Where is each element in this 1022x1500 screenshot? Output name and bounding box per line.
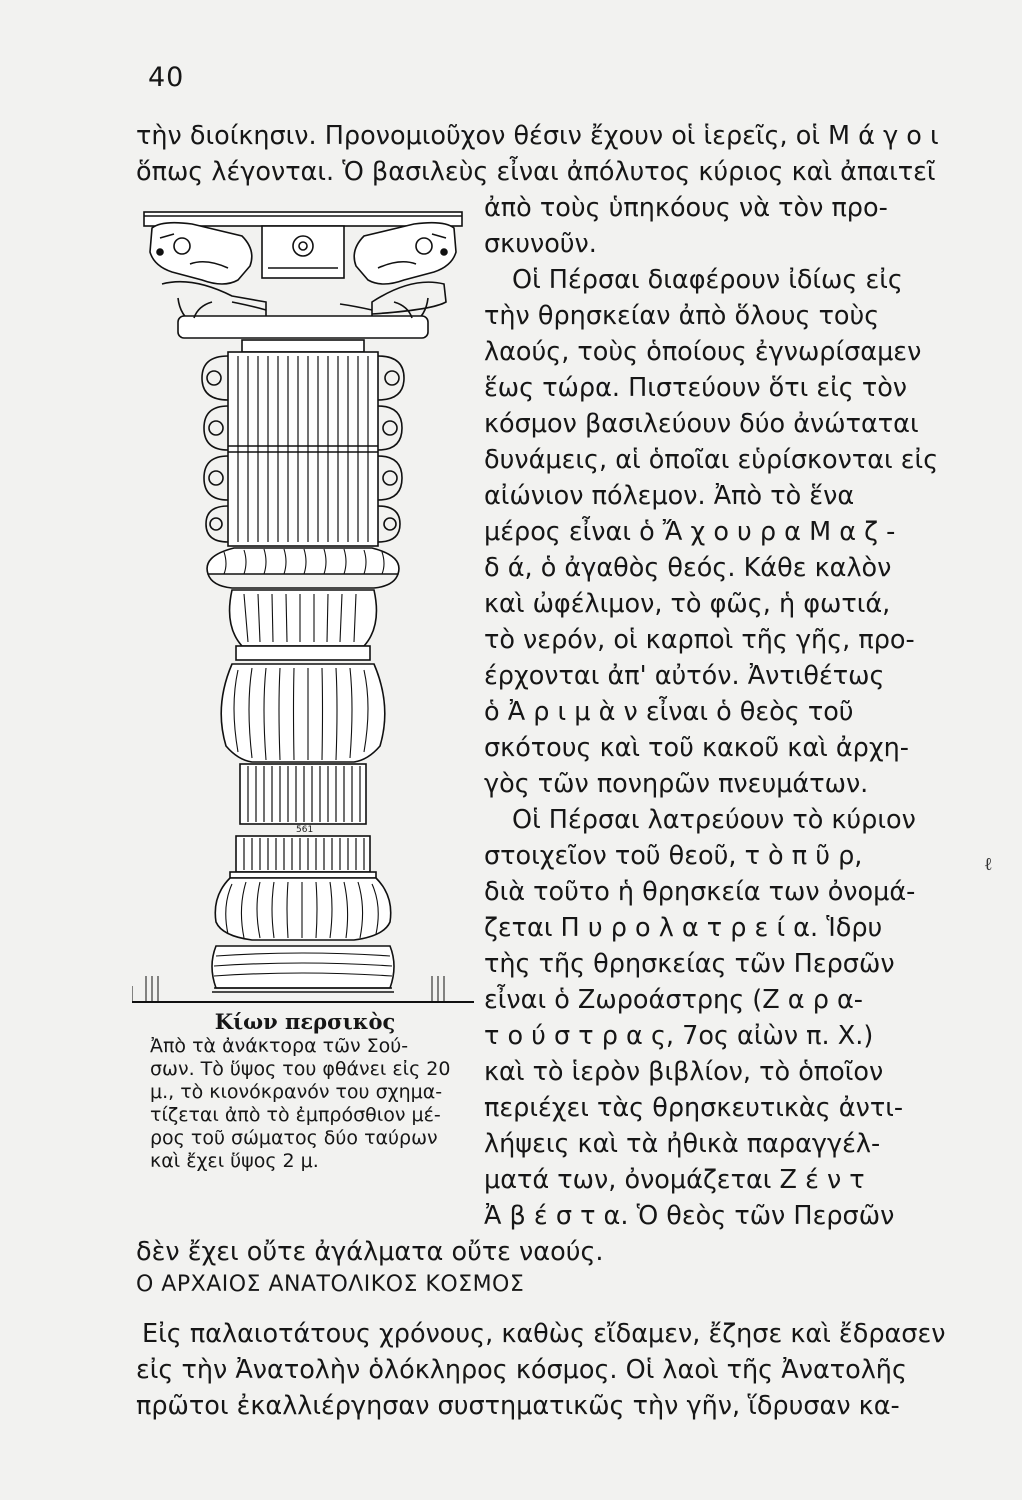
text-line: διὰ τοῦτο ἡ θρησκεία των ὀνομά- xyxy=(484,877,916,907)
caption-title: Κίων περσικὸς xyxy=(214,1009,396,1034)
text-line: λαούς, τοὺς ὁποίους ἐγνωρίσαμεν xyxy=(484,337,922,367)
text-line: Οἱ Πέρσαι λατρεύουν τὸ κύριον xyxy=(512,805,916,835)
text-line: Ἀ β έ σ τ α. Ὁ θεὸς τῶν Περσῶν xyxy=(484,1201,895,1231)
caption-line: Ἀπὸ τὰ ἀνάκτορα τῶν Σού- xyxy=(150,1035,409,1057)
text-line: ἕως τώρα. Πιστεύουν ὅτι εἰς τὸν xyxy=(484,373,908,403)
text-line: αἰώνιον πόλεμον. Ἀπὸ τὸ ἕνα xyxy=(484,481,855,511)
text-line: καὶ τὸ ἱερὸν βιβλίον, τὸ ὁποῖον xyxy=(484,1057,884,1087)
figure-caption xyxy=(150,1010,480,1173)
text-line: ἀπὸ τοὺς ὑπηκόους νὰ τὸν προ- xyxy=(484,193,888,223)
text-line: Οἱ Πέρσαι διαφέρουν ἰδίως εἰς xyxy=(512,265,903,295)
text-line: ματά των, ὀνομάζεται Ζ έ ν τ xyxy=(484,1165,865,1195)
text-line: εἶναι ὁ Ζωροάστρης (Ζ α ρ α- xyxy=(484,985,864,1015)
caption-line: ρος τοῦ σώματος δύο ταύρων xyxy=(150,1127,438,1149)
text-line: τὴν διοίκησιν. Προνομιοῦχον θέσιν ἔχουν οἱ ἱερεῖς, οἱ Μ ά γ ο ι xyxy=(136,121,939,151)
text-line: δὲν ἔχει οὔτε ἀγάλματα οὔτε ναούς. xyxy=(136,1237,604,1267)
caption-line: τίζεται ἀπὸ τὸ ἐμπρόσθιον μέ- xyxy=(150,1104,441,1126)
section-heading: Ο ΑΡΧΑΙΟΣ ΑΝΑΤΟΛΙΚΟΣ ΚΟΣΜΟΣ xyxy=(136,1272,525,1297)
text-line: σκυνοῦν. xyxy=(484,229,597,259)
text-line: ὅπως λέγονται. Ὁ βασιλεὺς εἶναι ἀπόλυτος κύριος καὶ ἀπαιτεῖ xyxy=(136,157,936,187)
persian-column-illustration xyxy=(132,206,474,1006)
text-line: πρῶτοι ἐκαλλιέργησαν συστηματικῶς τὴν γῆν, ἵδρυσαν κα- xyxy=(136,1391,900,1421)
text-line: εἰς τὴν Ἀνατολὴν ὁλόκληρος κόσμος. Οἱ λαοὶ τῆς Ἀνατολῆς xyxy=(136,1355,907,1385)
text-line: Εἰς παλαιοτάτους χρόνους, καθὼς εἴδαμεν, ἔζησε καὶ ἔδρασεν xyxy=(142,1319,946,1349)
text-line: έρχονται ἀπ' αὐτόν. Ἀντιθέτως xyxy=(484,661,885,691)
text-line: τὸ νερόν, οἱ καρποὶ τῆς γῆς, προ- xyxy=(484,625,915,655)
text-line: σκότους καὶ τοῦ κακοῦ καὶ ἀρχη- xyxy=(484,733,909,763)
page-number: 40 xyxy=(148,62,185,93)
text-line: μέρος εἶναι ὁ Ἄ χ ο υ ρ α Μ α ζ - xyxy=(484,517,896,547)
text-line: καὶ ὠφέλιμον, τὸ φῶς, ἡ φωτιά, xyxy=(484,589,891,619)
margin-mark: ℓ xyxy=(984,854,993,875)
text-line: ζεται Π υ ρ ο λ α τ ρ ε ί α. Ἱδρυ xyxy=(484,913,883,943)
text-line: τὴς τῆς θρησκείας τῶν Περσῶν xyxy=(484,949,895,979)
text-line: κόσμον βασιλεύουν δύο ἀνώταται xyxy=(484,409,919,439)
caption-line: μ., τὸ κιονόκρανόν του σχημα- xyxy=(150,1081,443,1103)
engraving-number: 561 xyxy=(296,825,314,835)
caption-line: σων. Τὸ ὕψος του φθάνει εἰς 20 xyxy=(150,1058,451,1080)
text-line: λήψεις καὶ τὰ ἠθικὰ παραγγέλ- xyxy=(484,1129,881,1159)
text-line: δ ά, ὁ ἀγαθὸς θεός. Κάθε καλὸν xyxy=(484,553,892,583)
text-line: στοιχεῖον τοῦ θεοῦ, τ ὸ π ῦ ρ, xyxy=(484,841,863,871)
text-line: γὸς τῶν πονηρῶν πνευμάτων. xyxy=(484,769,869,799)
text-line: δυνάμεις, αἱ ὁποῖαι εὑρίσκονται εἰς xyxy=(484,445,939,475)
text-line: τὴν θρησκείαν ἀπὸ ὅλους τοὺς xyxy=(484,301,880,331)
caption-line: καὶ ἔχει ὕψος 2 μ. xyxy=(150,1150,319,1172)
text-line: ὁ Ἀ ρ ι μ ὰ ν εἶναι ὁ θεὸς τοῦ xyxy=(484,697,854,727)
text-line: τ ο ύ σ τ ρ α ς, 7ος αἰὼν π. Χ.) xyxy=(484,1021,874,1051)
text-line: περιέχει τὰς θρησκευτικὰς ἀντι- xyxy=(484,1093,904,1123)
